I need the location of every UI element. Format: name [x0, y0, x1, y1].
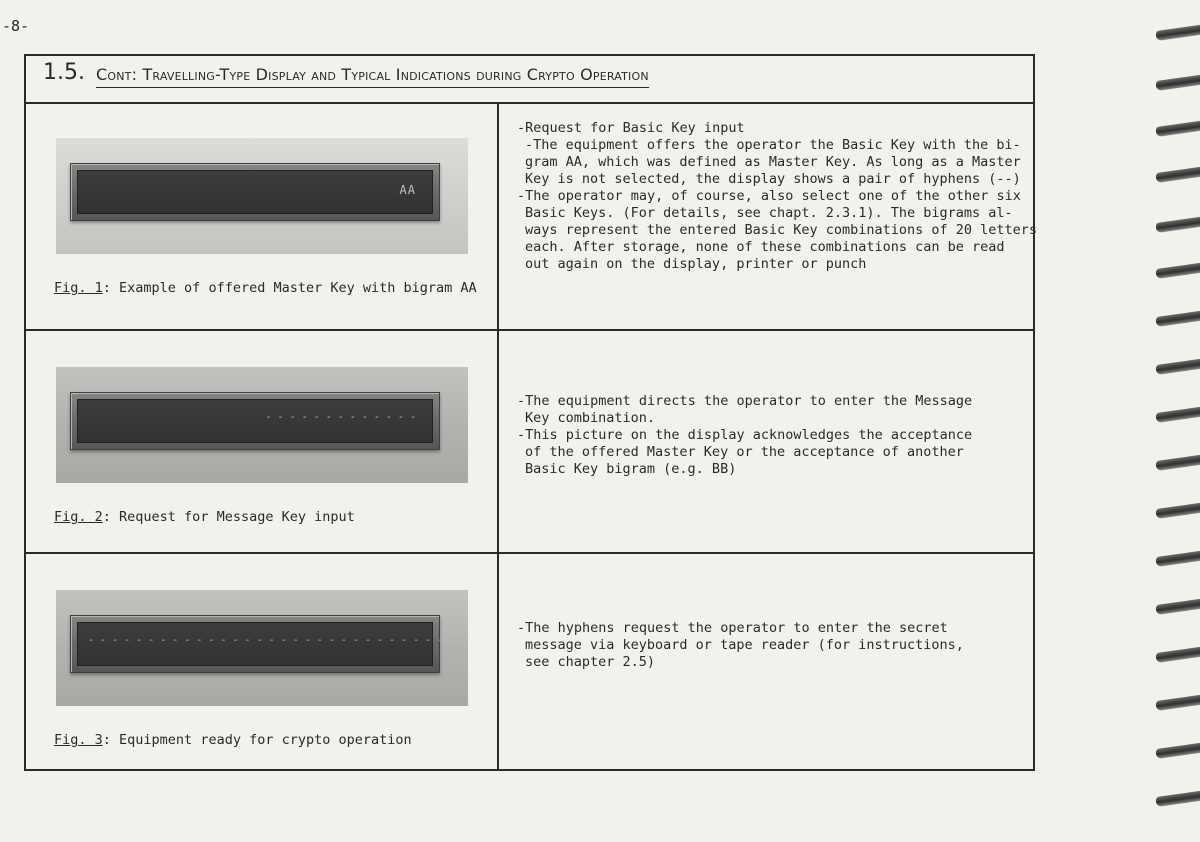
binding-coil — [1156, 25, 1200, 41]
description-text: -The equipment directs the operator to enter the Message Key combination. -This picture on the display acknowledges the acceptance of the offered Master Key or the acceptance of another Basic Key bigram (e.g. BB) — [517, 393, 973, 477]
binding-coil — [1156, 359, 1200, 375]
binding-coil — [1156, 695, 1200, 711]
table-row — [26, 552, 1033, 771]
binding-coil — [1156, 791, 1200, 807]
description-text: -The hyphens request the operator to enter the secret message via keyboard or tape reader (for instructions, see chapter 2.5) — [517, 620, 964, 670]
description-cell — [499, 331, 1033, 554]
figure-caption: Fig. 1: Example of offered Master Key with bigram AA — [54, 280, 477, 296]
display-photo — [56, 590, 468, 706]
display-screen — [77, 399, 433, 443]
display-readout: AA — [399, 183, 416, 197]
table-row — [26, 329, 1033, 554]
binding-coil — [1156, 503, 1200, 519]
description-cell — [499, 102, 1038, 329]
section-number: 1.5. — [43, 60, 85, 85]
binding-coil — [1156, 217, 1200, 233]
display-readout: - - - - - - - - - - - - - — [265, 412, 416, 423]
display-screen — [77, 170, 433, 214]
display-bezel — [70, 615, 444, 673]
binding-coil — [1156, 121, 1200, 137]
display-bezel — [70, 392, 440, 450]
display-screen — [77, 622, 444, 666]
figure-cell — [26, 102, 499, 329]
figure-cell — [26, 554, 499, 771]
figure-caption: Fig. 3: Equipment ready for crypto operation — [54, 732, 412, 748]
display-photo — [56, 367, 468, 483]
table-row — [26, 102, 1038, 329]
display-photo — [56, 138, 468, 254]
binding-coil — [1156, 551, 1200, 567]
binding-coil — [1156, 455, 1200, 471]
binding-coil — [1156, 599, 1200, 615]
page-number: -8- — [2, 17, 30, 35]
section-title: Cont: Travelling-Type Display and Typical Indications during Crypto Operation — [96, 65, 649, 88]
binding-coil — [1156, 75, 1200, 91]
binding-coil — [1156, 647, 1200, 663]
content-table — [24, 54, 1038, 771]
display-bezel — [70, 163, 440, 221]
binding-coil — [1156, 311, 1200, 327]
binding-coil — [1156, 167, 1200, 183]
section-header — [26, 56, 1033, 104]
display-readout: - - - - - - - - - - - - - - - - - - - - - - - - - - - - - - — [88, 635, 444, 646]
binding-coil — [1156, 263, 1200, 279]
binding-coil — [1156, 743, 1200, 759]
figure-caption: Fig. 2: Request for Message Key input — [54, 509, 355, 525]
figure-cell — [26, 331, 499, 554]
description-cell — [499, 554, 1033, 771]
binding-coil — [1156, 407, 1200, 423]
spiral-binding — [1150, 0, 1200, 842]
description-text: -Request for Basic Key input -The equipment offers the operator the Basic Key with the bi- gram AA, which was defined as Master Key. As long as a Master Key is not selected, the display shows a pair of hyphens (--) -The operator may, of course, also select one of the other six Basic Keys. (For details, see chapt. 2.3.1). The bigrams al- ways represent the entered Basic Key combinations of 20 letters each. After storage, none of these combinations can be read out again on the display, printer or punch — [517, 120, 1038, 272]
